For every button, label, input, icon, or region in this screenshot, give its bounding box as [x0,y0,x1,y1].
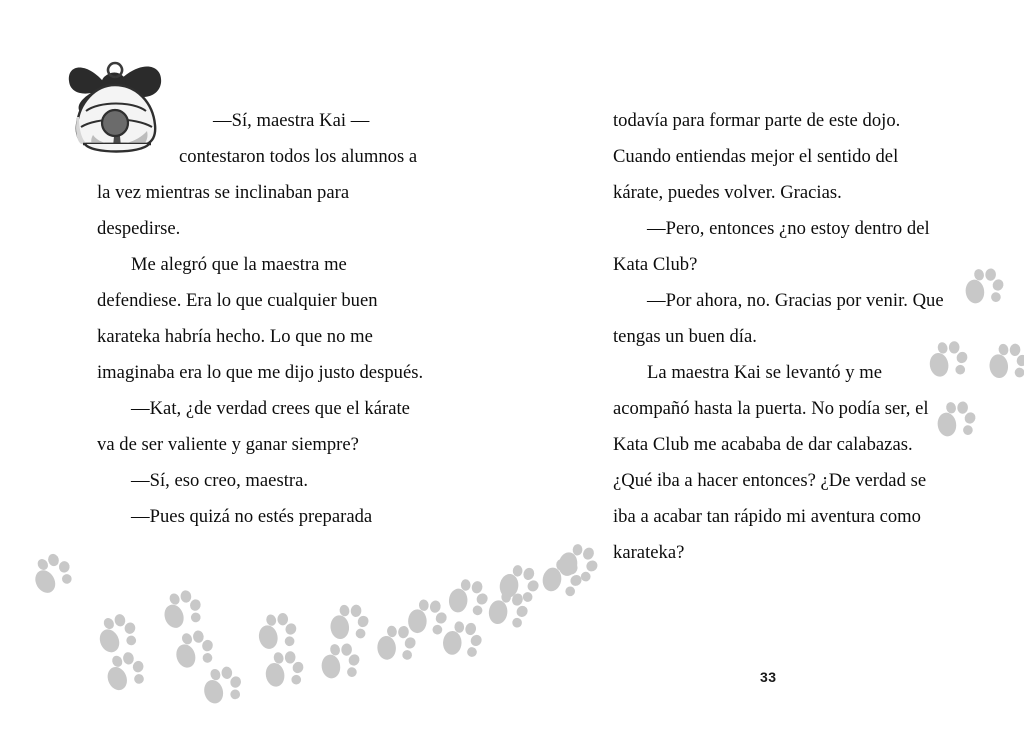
paw-print-icon [200,664,244,708]
paragraph-left-3: —Kat, ¿de verdad crees que el kárate va de ser valiente y ganar siempre? [97,398,410,455]
paragraph-right-4: La maestra Kai se levantó y me acompañó hasta la puerta. No podía ser, el Kata Club me acababa de dar calabazas. ¿Qué iba a hacer entonces? ¿De verdad se iba a acabar tan rápido mi aventura como karateka? [613,362,929,563]
paw-print-icon [101,648,149,696]
paw-print-icon [159,587,206,634]
paragraph-left-1: —Sí, maestra Kai —contestaron todos los alumnos a la vez mientras se inclinaban para despedirse. [97,110,418,239]
paw-print-icon [983,337,1024,388]
paw-print-icon [959,262,1009,312]
paw-print-icon [324,598,375,649]
paragraph-right-1: todavía para formar parte de este dojo. Cuando entiendas mejor el sentido del kárate, puedes volver. Gracias. [613,110,901,203]
paragraph-right-2: —Pero, entonces ¿no estoy dentro del Kata Club? [613,218,930,275]
text-column-left [97,103,431,535]
paw-print-icon [25,547,78,600]
paragraph-left-2: Me alegró que la maestra me defendiese. Era lo que cualquier buen karateka habría hecho. Lo que no me imaginaba era lo que me dijo justo después. [97,254,424,383]
page-number: 33 [760,669,777,685]
paragraph-right-3: —Por ahora, no. Gracias por venir. Que tengas un buen día. [613,290,944,347]
paragraph-left-5: —Pues quizá no estés preparada [131,506,373,527]
paragraph-left-4: —Sí, eso creo, maestra. [131,470,309,491]
paw-print-icon [260,646,308,694]
paw-print-icon [931,395,981,445]
paw-print-icon [924,336,972,384]
text-column-right [613,103,947,571]
